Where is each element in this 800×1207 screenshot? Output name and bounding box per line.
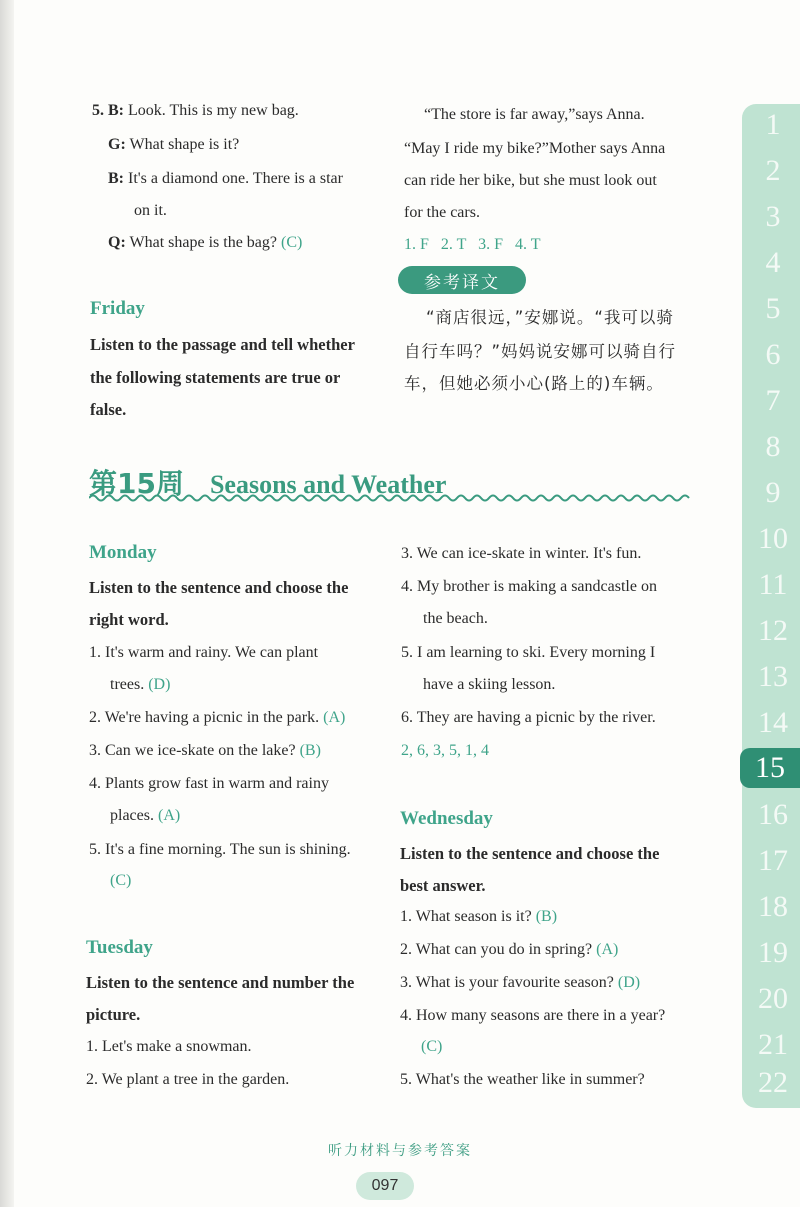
passage-line-4: for the cars. bbox=[404, 204, 480, 221]
monday-item-3: 3. Can we ice-skate on the lake? (B) bbox=[89, 742, 321, 759]
tuesday-item-5-cont: have a skiing lesson. bbox=[423, 676, 556, 693]
wednesday-instruction-2: best answer. bbox=[400, 876, 486, 895]
week-tab-18[interactable]: 18 bbox=[758, 890, 788, 923]
monday-item-5-answer: (C) bbox=[110, 872, 132, 889]
passage-line-1: “The store is far away,”says Anna. bbox=[424, 106, 645, 123]
tuesday-item-2: 2. We plant a tree in the garden. bbox=[86, 1071, 290, 1088]
week-tab-5[interactable]: 5 bbox=[765, 292, 781, 325]
translation-line-3: 车，但她必须小心(路上的)车辆。 bbox=[404, 374, 664, 393]
title-wave-underline bbox=[89, 492, 695, 504]
tuesday-instruction-2: picture. bbox=[86, 1005, 141, 1024]
wednesday-item-1: 1. What season is it? (B) bbox=[400, 908, 558, 925]
week-tab-3[interactable]: 3 bbox=[765, 200, 781, 233]
friday-heading: Friday bbox=[90, 298, 145, 319]
monday-heading: Monday bbox=[89, 542, 157, 563]
friday-instruction-1: Listen to the passage and tell whether bbox=[90, 335, 355, 354]
week-topic: Seasons and Weather bbox=[209, 470, 447, 499]
week-tab-8[interactable]: 8 bbox=[765, 430, 781, 463]
monday-item-4: 4. Plants grow fast in warm and rainy bbox=[89, 775, 329, 792]
tuesday-item-5: 5. I am learning to ski. Every morning I bbox=[401, 644, 656, 661]
wednesday-instruction-1: Listen to the sentence and choose the bbox=[400, 844, 660, 863]
q5-line-2: G: What shape is it? bbox=[108, 136, 240, 153]
true-false-answers: 1. F 2. T 3. F 4. T bbox=[404, 236, 541, 253]
tuesday-item-6: 6. They are having a picnic by the river. bbox=[401, 709, 656, 726]
monday-item-2: 2. We're having a picnic in the park. (A) bbox=[89, 709, 346, 726]
q5-line-4: on it. bbox=[134, 202, 167, 219]
footer-section-title: 听力材料与参考答案 bbox=[328, 1143, 472, 1159]
week-tab-1[interactable]: 1 bbox=[765, 108, 781, 141]
wednesday-heading: Wednesday bbox=[400, 808, 493, 829]
wednesday-item-5: 5. What's the weather like in summer? bbox=[400, 1071, 645, 1088]
q5-line-1: 5. B: Look. This is my new bag. bbox=[92, 102, 299, 119]
week-tab-11[interactable]: 11 bbox=[758, 568, 788, 601]
friday-instruction-2: the following statements are true or bbox=[90, 368, 341, 387]
week-tab-16[interactable]: 16 bbox=[758, 798, 788, 831]
tuesday-item-1: 1. Let's make a snowman. bbox=[86, 1038, 252, 1055]
week-tab-4[interactable]: 4 bbox=[765, 246, 781, 279]
monday-item-4-cont: places. (A) bbox=[110, 807, 181, 824]
week-tab-9[interactable]: 9 bbox=[765, 476, 781, 509]
monday-item-5: 5. It's a fine morning. The sun is shining. bbox=[89, 841, 351, 858]
week-number: 第15周 bbox=[89, 467, 184, 500]
answer-mark: (C) bbox=[281, 234, 303, 251]
week-tab-2[interactable]: 2 bbox=[765, 154, 781, 187]
page-number: 097 bbox=[356, 1172, 414, 1200]
week-tab-19[interactable]: 19 bbox=[758, 936, 788, 969]
translation-badge: 参考译文 bbox=[398, 266, 526, 294]
monday-instruction-1: Listen to the sentence and choose the bbox=[89, 578, 349, 597]
week-tab-12[interactable]: 12 bbox=[758, 614, 788, 647]
monday-instruction-2: right word. bbox=[89, 610, 169, 629]
translation-line-2: 自行车吗？”妈妈说安娜可以骑自行 bbox=[404, 342, 677, 361]
tuesday-answer-order: 2, 6, 3, 5, 1, 4 bbox=[401, 742, 489, 759]
tuesday-item-4-cont: the beach. bbox=[423, 610, 488, 627]
passage-line-3: can ride her bike, but she must look out bbox=[404, 172, 657, 189]
passage-line-2: “May I ride my bike?”Mother says Anna bbox=[404, 140, 666, 157]
week-tab-15-active[interactable]: 15 bbox=[740, 748, 800, 788]
week-tab-21[interactable]: 21 bbox=[758, 1028, 788, 1061]
wednesday-item-4-answer: (C) bbox=[421, 1038, 443, 1055]
week-tab-7[interactable]: 7 bbox=[765, 384, 781, 417]
week-tab-20[interactable]: 20 bbox=[758, 982, 788, 1015]
q5-line-5: Q: What shape is the bag? (C) bbox=[108, 234, 303, 251]
friday-instruction-3: false. bbox=[90, 400, 127, 419]
tuesday-instruction-1: Listen to the sentence and number the bbox=[86, 973, 355, 992]
monday-item-1: 1. It's warm and rainy. We can plant bbox=[89, 644, 319, 661]
week-tab-14[interactable]: 14 bbox=[758, 706, 788, 739]
tuesday-item-3: 3. We can ice-skate in winter. It's fun. bbox=[401, 545, 642, 562]
wednesday-item-3: 3. What is your favourite season? (D) bbox=[400, 974, 641, 991]
tuesday-item-4: 4. My brother is making a sandcastle on bbox=[401, 578, 657, 595]
week-tab-17[interactable]: 17 bbox=[758, 844, 788, 877]
week-tab-22[interactable]: 22 bbox=[758, 1066, 788, 1099]
week-tab-13[interactable]: 13 bbox=[758, 660, 788, 693]
q5-line-3: B: It's a diamond one. There is a star bbox=[108, 170, 343, 187]
translation-line-1: “商店很远，”安娜说。“我可以骑 bbox=[426, 308, 674, 327]
tuesday-heading: Tuesday bbox=[86, 937, 153, 958]
wednesday-item-2: 2. What can you do in spring? (A) bbox=[400, 941, 619, 958]
week-tab-6[interactable]: 6 bbox=[765, 338, 781, 371]
page-spine bbox=[0, 0, 14, 1207]
monday-item-1-cont: trees. (D) bbox=[110, 676, 171, 693]
week-tab-10[interactable]: 10 bbox=[758, 522, 788, 555]
wednesday-item-4: 4. How many seasons are there in a year? bbox=[400, 1007, 666, 1024]
